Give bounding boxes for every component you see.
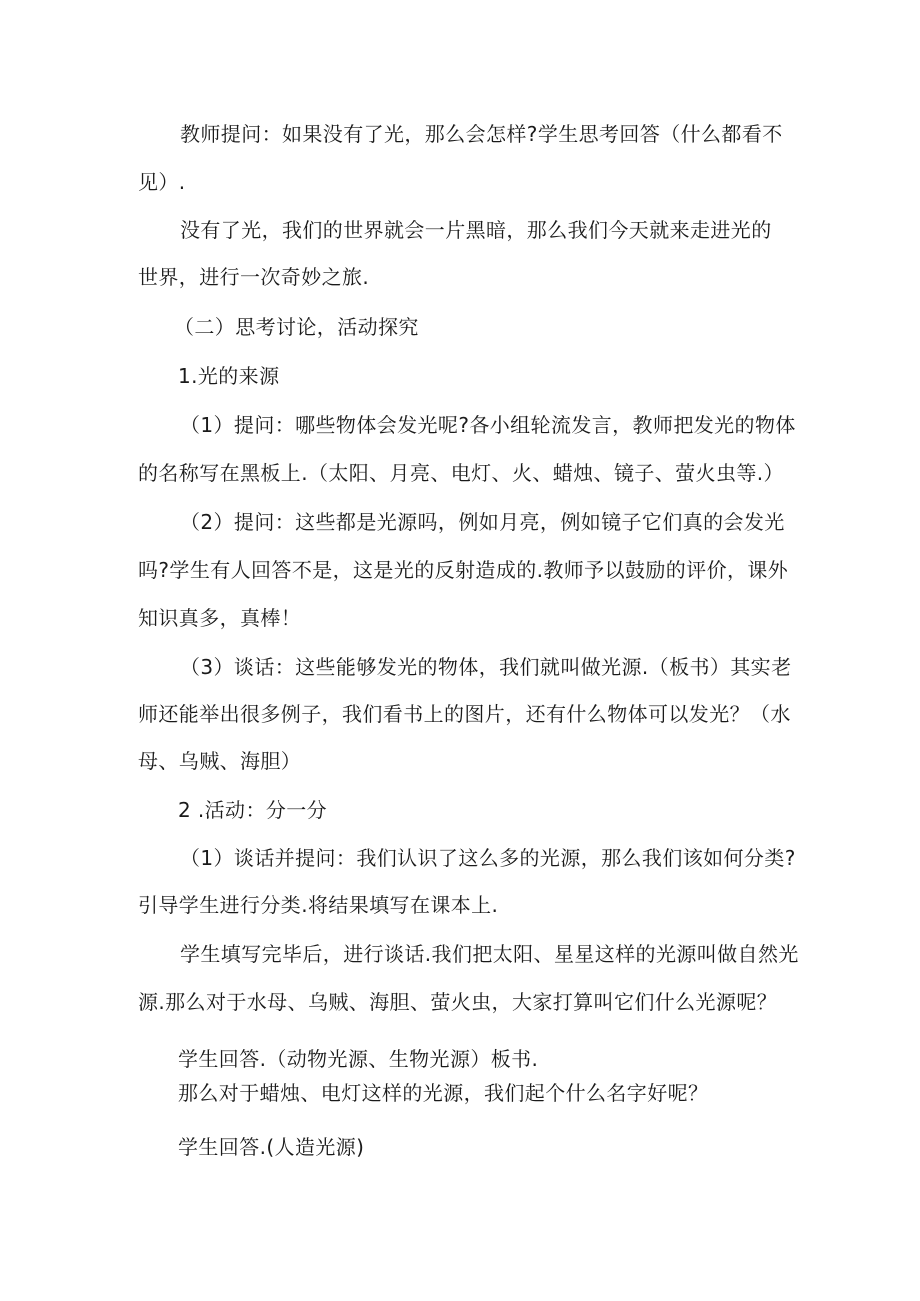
paragraph-line: 知识真多，真棒！ [138, 606, 302, 630]
section-heading: （二）思考讨论，活动探究 [174, 315, 419, 339]
paragraph-line: （2）提问：这些都是光源吗，例如月亮，例如镜子它们真的会发光 [180, 510, 785, 534]
paragraph-line: 学生回答.(人造光源) [178, 1135, 365, 1159]
paragraph-line: （1）提问：哪些物体会发光呢?各小组轮流发言，教师把发光的物体 [180, 413, 796, 437]
paragraph-line: （3）谈话：这些能够发光的物体，我们就叫做光源.（板书）其实老 [180, 655, 792, 679]
paragraph-line: 师还能举出很多例子，我们看书上的图片，还有什么物体可以发光？（水 [138, 702, 791, 726]
paragraph-line: 没有了光，我们的世界就会一片黑暗，那么我们今天就来走进光的 [180, 218, 772, 242]
paragraph-line: 的名称写在黑板上.（太阳、月亮、电灯、火、蜡烛、镜子、萤火虫等.） [138, 461, 784, 485]
paragraph-line: 吗?学生有人回答不是，这是光的反射造成的.教师予以鼓励的评价，课外 [138, 558, 789, 582]
subheading: 2 .活动：分一分 [178, 798, 328, 822]
paragraph-line: 学生回答.（动物光源、生物光源）板书. [178, 1047, 539, 1071]
paragraph-line: 世界，进行一次奇妙之旅. [138, 265, 370, 289]
paragraph-line: 教师提问：如果没有了光，那么会怎样?学生思考回答（什么都看不 [180, 122, 783, 146]
paragraph-line: 母、乌贼、海胆） [138, 749, 302, 773]
paragraph-line: （1）谈话并提问：我们认识了这么多的光源，那么我们该如何分类? [180, 846, 796, 870]
paragraph-line: 源.那么对于水母、乌贼、海胆、萤火虫，大家打算叫它们什么光源呢？ [138, 990, 778, 1014]
subheading: 1.光的来源 [178, 364, 280, 388]
paragraph-line: 那么对于蜡烛、电灯这样的光源，我们起个什么名字好呢？ [178, 1081, 709, 1105]
paragraph-line: 引导学生进行分类.将结果填写在课本上. [138, 893, 499, 917]
paragraph-line: 见）. [138, 170, 186, 194]
paragraph-line: 学生填写完毕后，进行谈话.我们把太阳、星星这样的光源叫做自然光 [180, 942, 799, 966]
